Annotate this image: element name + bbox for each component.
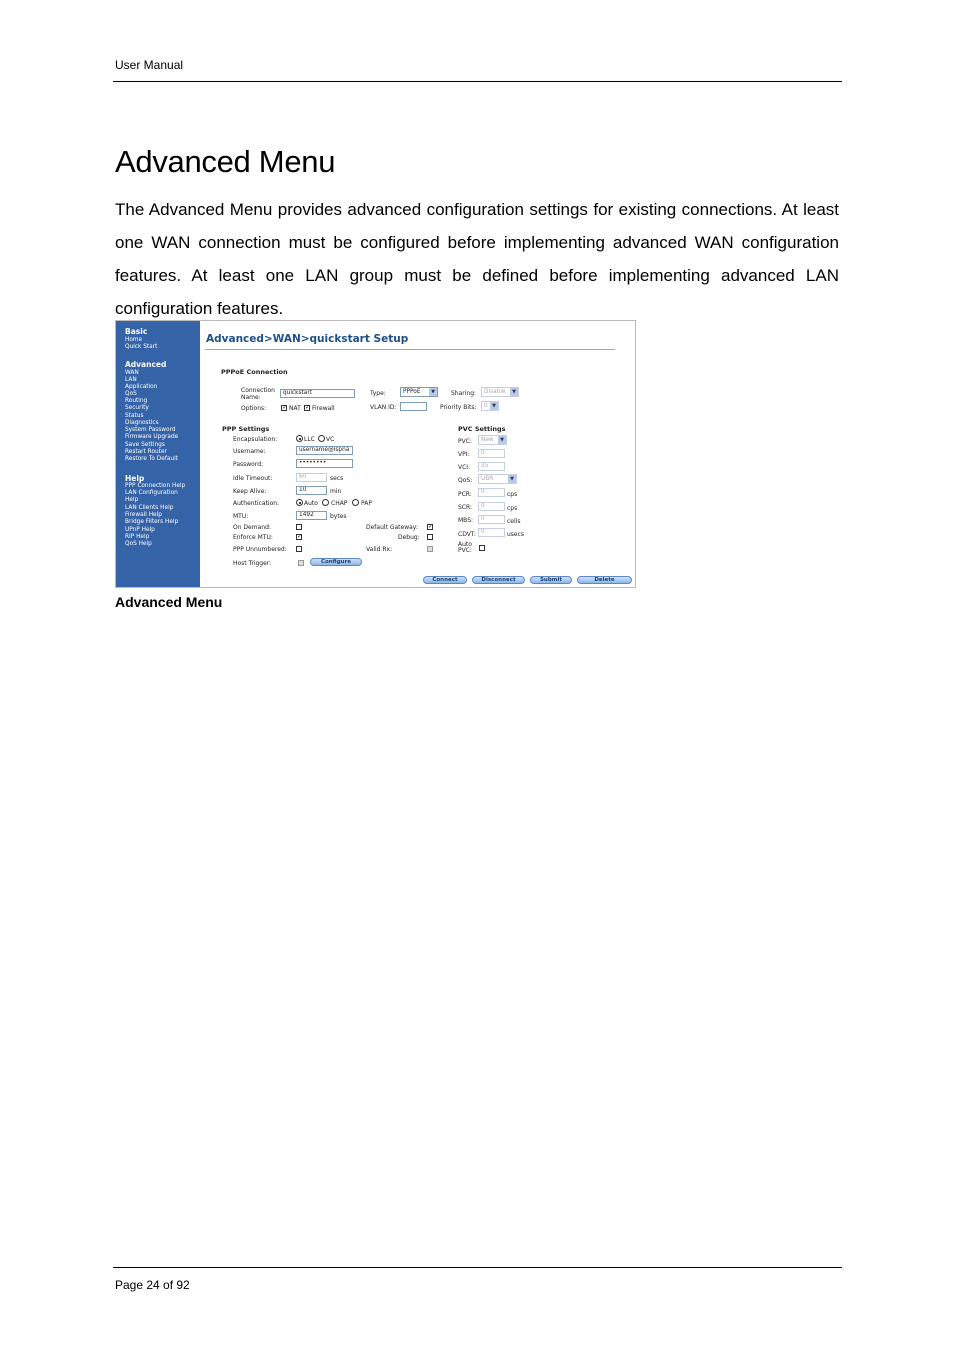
password-label: Password:	[233, 461, 264, 468]
scr-unit: cps	[507, 505, 518, 512]
mbs-label: MBS:	[458, 517, 474, 524]
keep-alive-label: Keep Alive:	[233, 488, 267, 495]
priority-bits-label: Priority Bits:	[440, 404, 477, 411]
priority-bits-select[interactable]: 0 ▼	[481, 401, 499, 411]
type-label: Type:	[370, 390, 386, 397]
mbs-unit: cells	[507, 518, 521, 525]
pppoe-section-title: PPPoE Connection	[221, 368, 288, 376]
default-gateway-checkbox[interactable]: ✓	[428, 523, 434, 530]
main-panel	[200, 321, 635, 587]
pcr-input[interactable]: 0	[478, 488, 505, 497]
valid-rx-label: Valid Rx:	[366, 546, 393, 553]
sidebar-item-qos[interactable]: QoS	[125, 391, 137, 397]
advanced-menu-screenshot	[115, 320, 636, 588]
idle-timeout-input[interactable]: 60	[296, 473, 327, 482]
pcr-unit: cps	[507, 491, 518, 498]
heading-divider	[205, 349, 615, 350]
chevron-down-icon: ▼	[510, 388, 518, 396]
chevron-down-icon: ▼	[508, 475, 516, 483]
mtu-label: MTU:	[233, 513, 249, 520]
enforce-mtu-checkbox[interactable]: ✓	[297, 533, 303, 540]
ppp-unnumbered-checkbox[interactable]	[296, 546, 302, 552]
pcr-label: PCR:	[458, 491, 472, 498]
valid-rx-checkbox[interactable]	[427, 546, 433, 552]
vlan-label: VLAN ID:	[370, 404, 397, 411]
sharing-select[interactable]: Disable ▼	[481, 387, 519, 397]
connection-name-label-line1: Connection	[241, 387, 275, 394]
keep-alive-unit: min	[330, 488, 342, 495]
page-heading: Advanced>WAN>quickstart Setup	[206, 333, 409, 345]
qos-select[interactable]: UBR ▼	[478, 474, 517, 484]
sidebar-item-home[interactable]: Home	[125, 337, 143, 343]
sidebar-item-lan[interactable]: LAN	[125, 377, 137, 383]
qos-label: QoS:	[458, 477, 473, 484]
sidebar-group-basic[interactable]: Basic	[125, 327, 148, 336]
sidebar-item-status[interactable]: Status	[125, 413, 144, 419]
figure-caption: Advanced Menu	[115, 594, 223, 610]
sidebar-item-rip-help[interactable]: RIP Help	[125, 534, 150, 540]
sidebar-item-qos-help[interactable]: QoS Help	[125, 541, 152, 547]
enforce-mtu-label: Enforce MTU:	[233, 534, 273, 541]
vpi-label: VPI:	[458, 451, 470, 458]
idle-timeout-unit: secs	[330, 475, 344, 482]
username-input[interactable]: username@ispna	[296, 446, 353, 455]
sidebar-item-diagnostics[interactable]: Diagnostics	[125, 420, 159, 426]
mbs-input[interactable]: 0	[478, 515, 505, 524]
sidebar-item-firmware-upgrade[interactable]: Firmware Upgrade	[125, 434, 179, 440]
nat-checkbox[interactable]: ✓	[282, 404, 288, 411]
cdvt-label: CDVT:	[458, 531, 476, 538]
sidebar-item-bridge-filters-help[interactable]: Bridge Filters Help	[125, 519, 179, 525]
debug-checkbox[interactable]	[427, 534, 433, 540]
sidebar-item-help[interactable]: Help	[125, 497, 139, 503]
on-demand-checkbox[interactable]	[296, 524, 302, 530]
sidebar-item-save-settings[interactable]: Save Settings	[125, 442, 165, 448]
sidebar-item-routing[interactable]: Routing	[125, 398, 148, 404]
host-trigger-label: Host Trigger:	[233, 560, 272, 567]
sidebar-item-ppp-help[interactable]: PPP Connection Help	[125, 483, 186, 489]
sidebar-item-application[interactable]: Application	[125, 384, 158, 390]
type-select[interactable]: PPPoE ▼	[400, 387, 438, 397]
chevron-down-icon: ▼	[490, 402, 498, 410]
sidebar-item-upnp-help[interactable]: UPnP Help	[125, 527, 155, 533]
username-label: Username:	[233, 448, 266, 455]
on-demand-label: On Demand:	[233, 524, 271, 531]
connection-name-label	[241, 387, 275, 401]
keep-alive-input[interactable]: 10	[296, 486, 327, 495]
pvc-section-title: PVC Settings	[458, 425, 506, 433]
idle-timeout-label: Idle Timeout:	[233, 475, 273, 482]
chevron-down-icon: ▼	[429, 388, 437, 396]
running-header: User Manual	[115, 58, 184, 72]
sidebar-item-restart-router[interactable]: Restart Router	[125, 449, 167, 455]
auth-pap-label: PAP	[361, 500, 372, 507]
header-rule	[113, 81, 842, 82]
delete-button[interactable]: Delete	[577, 576, 632, 584]
auth-chap-label: CHAP	[331, 500, 348, 507]
vlan-input[interactable]	[400, 402, 427, 411]
auth-pap-radio[interactable]	[352, 499, 359, 506]
auto-pvc-label	[458, 542, 472, 554]
options-label: Options:	[241, 405, 267, 412]
sidebar-group-help[interactable]: Help	[125, 474, 145, 483]
auto-pvc-checkbox[interactable]	[479, 545, 485, 551]
auth-auto-label: Auto	[304, 500, 318, 507]
sidebar-group-advanced[interactable]: Advanced	[125, 360, 167, 369]
connection-name-label-line2: Name:	[241, 394, 261, 401]
nat-label: NAT	[289, 405, 301, 412]
connection-name-input[interactable]: quickstart	[280, 389, 355, 398]
disconnect-button[interactable]: Disconnect	[472, 576, 525, 584]
debug-label: Debug:	[398, 534, 420, 541]
page-number: Page 24 of 92	[115, 1278, 190, 1292]
auto-pvc-label-line2: PVC:	[458, 547, 472, 554]
llc-label: LLC	[304, 436, 315, 443]
llc-radio[interactable]	[296, 435, 303, 442]
firewall-checkbox[interactable]: ✓	[305, 404, 311, 411]
vc-radio[interactable]	[318, 435, 325, 442]
auto-pvc-label-line1: Auto	[458, 541, 472, 548]
sidebar	[116, 321, 200, 588]
firewall-label: Firewall	[312, 405, 335, 412]
ppp-unnumbered-label: PPP Unnumbered:	[233, 546, 287, 553]
host-trigger-checkbox[interactable]	[298, 560, 304, 566]
sidebar-item-lan-config[interactable]: LAN Configuration	[125, 490, 178, 496]
intro-paragraph: The Advanced Menu provides advanced configuration settings for existing connections. At least one WAN connection must be configured before implementing advanced WAN configuration features. At least one LAN group must be defined before implementing advanced LAN configuration features.	[115, 200, 839, 318]
auth-chap-radio[interactable]	[322, 499, 329, 506]
mtu-unit: bytes	[330, 513, 347, 520]
sharing-label: Sharing:	[451, 390, 477, 397]
vci-input[interactable]: 35	[478, 462, 505, 471]
sidebar-item-restore-default[interactable]: Restore To Default	[125, 456, 178, 462]
vc-label: VC	[326, 436, 335, 443]
encapsulation-label: Encapsulation:	[233, 436, 278, 443]
pvc-select[interactable]: New ▼	[478, 435, 507, 445]
auth-auto-radio[interactable]	[296, 499, 303, 506]
sidebar-item-wan[interactable]: WAN	[125, 370, 139, 376]
cdvt-input[interactable]: 0	[478, 528, 505, 537]
sidebar-item-lan-clients-help[interactable]: LAN Clients Help	[125, 505, 174, 511]
password-input[interactable]: ••••••••	[296, 459, 353, 468]
pvc-label: PVC:	[458, 438, 472, 445]
default-gateway-label: Default Gateway:	[366, 524, 418, 531]
configure-button[interactable]: Configure	[310, 558, 362, 566]
submit-button[interactable]: Submit	[530, 576, 572, 584]
vpi-input[interactable]: 0	[478, 449, 505, 458]
scr-input[interactable]: 0	[478, 502, 505, 511]
footer-rule	[113, 1267, 842, 1268]
mtu-input[interactable]: 1492	[296, 511, 327, 520]
section-title: Advanced Menu	[115, 144, 336, 179]
sidebar-item-quick-start[interactable]: Quick Start	[125, 344, 158, 350]
scr-label: SCR:	[458, 504, 473, 511]
cdvt-unit: usecs	[507, 531, 525, 538]
ppp-section-title: PPP Settings	[222, 425, 270, 433]
authentication-label: Authentication:	[233, 500, 280, 507]
sidebar-item-firewall-help[interactable]: Firewall Help	[125, 512, 162, 518]
connect-button[interactable]: Connect	[423, 576, 467, 584]
vci-label: VCI:	[458, 464, 471, 471]
sidebar-item-security[interactable]: Security	[125, 405, 149, 411]
sidebar-item-system-password[interactable]: System Password	[125, 427, 176, 433]
chevron-down-icon: ▼	[498, 436, 506, 444]
